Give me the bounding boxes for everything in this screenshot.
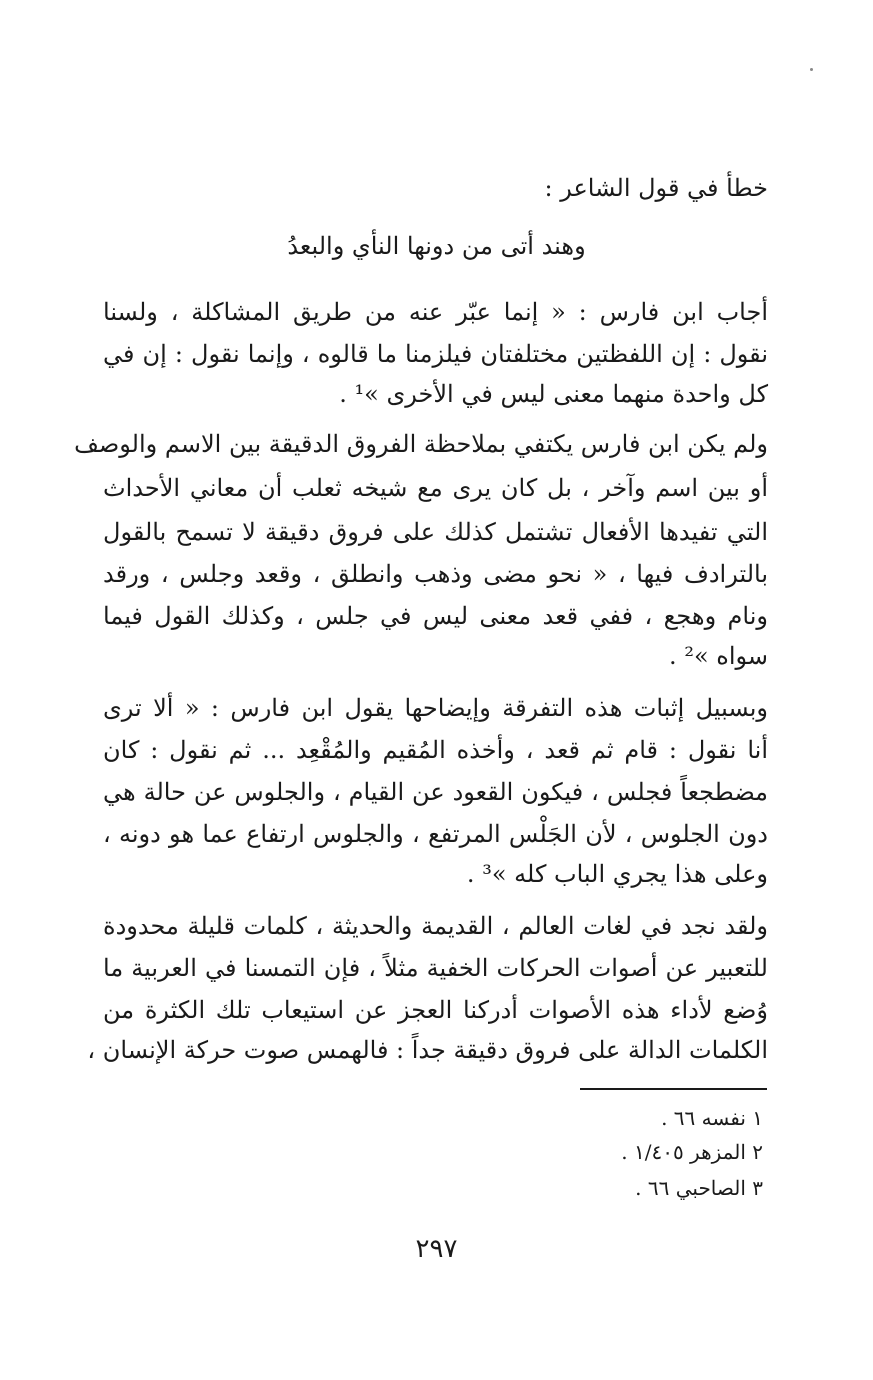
paragraph-2-line-2: أو بين اسم وآخر ، بل كان يرى مع شيخه ثعلب أن معاني الأحداث [103,474,769,502]
paragraph-3-line-4: دون الجلوس ، لأن الجَلْس المرتفع ، والجلوس ارتفاع عما هو دونه ، [103,820,768,848]
verse-line: وهند أتى من دونها النأي والبعدُ [287,232,586,260]
paragraph-1-line-1: أجاب ابن فارس : « إنما عبّر عنه من طريق المشاكلة ، ولسنا [103,298,768,326]
paragraph-4-line-4: الكلمات الدالة على فروق دقيقة جداً : فالهمس صوت حركة الإنسان ، [87,1036,768,1064]
paragraph-2-line-4: بالترادف فيها ، « نحو مضى وذهب وانطلق ، وقعد وجلس ، ورقد [103,560,768,588]
paragraph-1-line-2: نقول : إن اللفظتين مختلفتان فيلزمنا ما قالوه ، وإنما نقول : إن في [103,340,768,368]
paragraph-3-line-1: وبسبيل إثبات هذه التفرقة وإيضاحها يقول ابن فارس : « ألا ترى [103,694,768,722]
paragraph-3-line-2: أنا نقول : قام ثم قعد ، وأخذه المُقيم والمُقْعِد ... ثم نقول : كان [103,736,769,764]
scan-speck [810,68,813,71]
paragraph-4-line-3: وُضع لأداء هذه الأصوات أدركنا العجز عن استيعاب تلك الكثرة من [103,996,769,1024]
paragraph-2-line-1: ولم يكن ابن فارس يكتفي بملاحظة الفروق الدقيقة بين الاسم والوصف [74,430,768,458]
paragraph-1-line-3: كل واحدة منهما معنى ليس في الأخرى »¹ . [339,380,768,408]
footnote-divider [580,1088,767,1090]
page-number: ٢٩٧ [415,1234,458,1264]
footnote-2: ٢ المزهر ١/٤٠٥ . [621,1140,763,1164]
paragraph-2-line-6: سواه »² . [669,642,768,670]
footnote-1: ١ نفسه ٦٦ . [661,1106,763,1130]
paragraph-4-line-1: ولقد نجد في لغات العالم ، القديمة والحديثة ، كلمات قليلة محدودة [103,912,768,940]
paragraph-3-line-3: مضطجعاً فجلس ، فيكون القعود عن القيام ، والجلوس عن حالة هي [103,778,768,806]
paragraph-2-line-5: ونام وهجع ، ففي قعد معنى ليس في جلس ، وكذلك القول فيما [103,602,768,630]
paragraph-4-line-2: للتعبير عن أصوات الحركات الخفية مثلاً ، فإن التمسنا في العربية ما [103,954,768,982]
footnote-3: ٣ الصاحبي ٦٦ . [635,1176,763,1200]
paragraph-2-line-3: التي تفيدها الأفعال تشتمل كذلك على فروق دقيقة لا تسمح بالقول [103,518,768,546]
intro-line: خطأ في قول الشاعر : [544,174,768,202]
paragraph-3-line-5: وعلى هذا يجري الباب كله »³ . [466,860,768,888]
